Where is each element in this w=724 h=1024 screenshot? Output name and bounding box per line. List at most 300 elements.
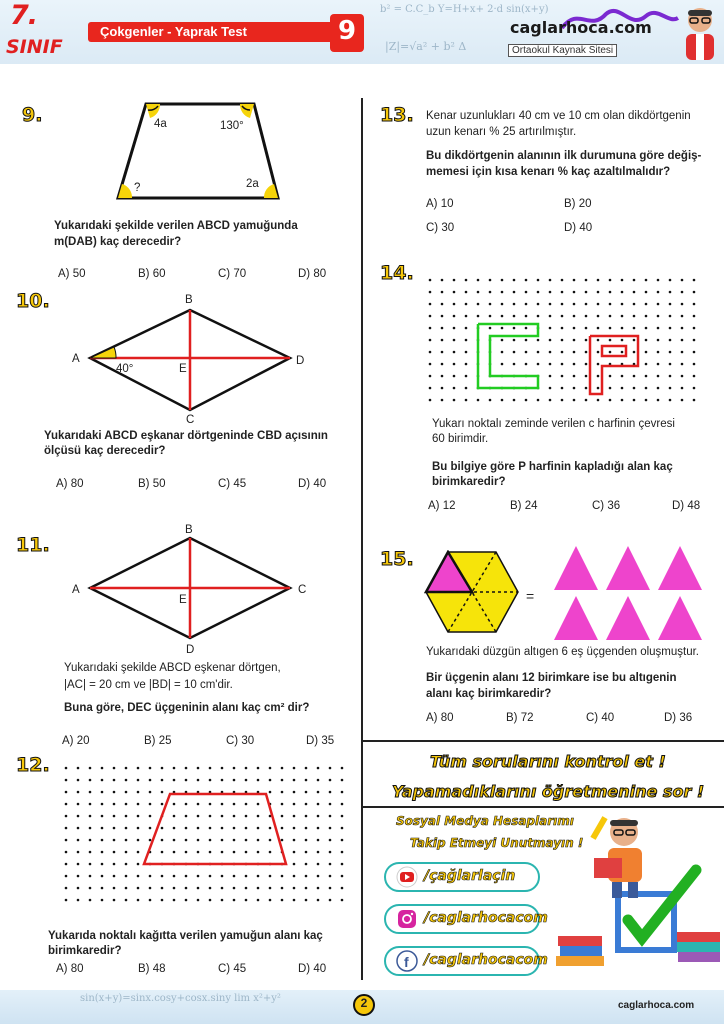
answer-option[interactable]: A) 20 [62, 735, 90, 747]
grid-dot [549, 387, 552, 390]
grid-dot [441, 375, 444, 378]
grid-dot [561, 351, 564, 354]
grid-dot [525, 363, 528, 366]
instagram-handle[interactable]: /caglarhocacom [424, 910, 548, 926]
facebook-handle[interactable]: /caglarhocacom [424, 952, 548, 968]
grid-dot [317, 815, 320, 818]
answer-option[interactable]: C) 45 [218, 963, 247, 975]
grid-dot [549, 291, 552, 294]
grid-dot [525, 315, 528, 318]
grid-dot [281, 875, 284, 878]
answer-option[interactable]: A) 80 [426, 712, 454, 724]
grid-dot [149, 827, 152, 830]
grid-dot [77, 803, 80, 806]
grid-dot [549, 363, 552, 366]
answer-option[interactable]: A) 80 [56, 963, 84, 975]
grid-dot [149, 767, 152, 770]
grid-dot [125, 815, 128, 818]
site-name: caglarhoca.com [510, 18, 652, 37]
grid-dot [341, 887, 344, 890]
youtube-icon [396, 866, 418, 888]
grid-dot [513, 315, 516, 318]
grid-dot [65, 815, 68, 818]
grid-dot [197, 827, 200, 830]
column-divider [361, 98, 363, 980]
answer-option[interactable]: D) 36 [664, 712, 693, 724]
grid-dot [429, 399, 432, 402]
grid-dot [453, 375, 456, 378]
question-number: 15. [380, 548, 414, 570]
grid-dot [101, 899, 104, 902]
grid-dot [645, 339, 648, 342]
grid-dot [597, 351, 600, 354]
vertex-label: E [179, 594, 187, 606]
grid-dot [209, 875, 212, 878]
grid-dot [681, 291, 684, 294]
grid-dot [65, 887, 68, 890]
grid-dot [621, 291, 624, 294]
grid-dot [137, 887, 140, 890]
answer-option[interactable]: A) 50 [58, 268, 86, 280]
grid-dot [269, 839, 272, 842]
grid-dot [197, 779, 200, 782]
grid-dot [197, 839, 200, 842]
grid-dot [161, 887, 164, 890]
grid-dot [65, 791, 68, 794]
grid-dot [125, 851, 128, 854]
grid-dot [429, 315, 432, 318]
grid-dot [113, 899, 116, 902]
grid-dot [609, 303, 612, 306]
banner-ask: Yapamadıklarını öğretmenine sor ! [392, 782, 705, 801]
grid-dot [585, 387, 588, 390]
grid-dot [465, 327, 468, 330]
grid-dot [89, 899, 92, 902]
grid-dot [221, 827, 224, 830]
answer-option[interactable]: D) 48 [672, 500, 701, 512]
question-text: m(DAB) kaç derecedir? [54, 236, 182, 248]
grid-dot [549, 375, 552, 378]
answer-option[interactable]: B) 48 [138, 963, 166, 975]
grid-dot [185, 803, 188, 806]
grid-dot [233, 887, 236, 890]
grid-dot [233, 839, 236, 842]
grid-dot [185, 815, 188, 818]
grid-dot [305, 779, 308, 782]
grid-dot [537, 363, 540, 366]
answer-option[interactable]: C) 70 [218, 268, 247, 280]
grid-dot [281, 767, 284, 770]
instagram-icon [396, 908, 418, 930]
grid-dot [633, 339, 636, 342]
grid-dot [329, 779, 332, 782]
grid-dot [573, 339, 576, 342]
grid-dot [77, 791, 80, 794]
grid-dot [269, 887, 272, 890]
grid-dot [681, 399, 684, 402]
grid-dot [597, 375, 600, 378]
grid-dot [609, 351, 612, 354]
vertex-label: C [298, 584, 307, 596]
grid-dot [429, 279, 432, 282]
grid-dot [77, 887, 80, 890]
grid-dot [317, 839, 320, 842]
grid-dot [681, 279, 684, 282]
grid-dot [453, 339, 456, 342]
answer-option[interactable]: D) 40 [298, 963, 327, 975]
grid-dot [77, 779, 80, 782]
grid-dot [501, 315, 504, 318]
grid-dot [585, 375, 588, 378]
answer-option[interactable]: D) 40 [298, 478, 327, 490]
answer-option[interactable]: B) 72 [506, 712, 534, 724]
grid-dot [597, 303, 600, 306]
grid-dot [101, 815, 104, 818]
grid-dot [221, 815, 224, 818]
grid-dot [585, 363, 588, 366]
grid-dot [185, 851, 188, 854]
grid-dot [233, 803, 236, 806]
grid-dot [221, 851, 224, 854]
vertex-label: E [179, 363, 187, 375]
social-title: Sosyal Medya Hesaplarımı [396, 814, 574, 828]
grid-dot [645, 291, 648, 294]
grid-dot [77, 863, 80, 866]
grid-dot [149, 815, 152, 818]
answer-option[interactable]: C) 40 [586, 712, 615, 724]
grid-dot [597, 279, 600, 282]
grid-dot [669, 279, 672, 282]
grid-dot [341, 839, 344, 842]
grid-dot [657, 399, 660, 402]
grid-dot [293, 887, 296, 890]
answer-option[interactable]: B) 60 [138, 268, 166, 280]
grid-dot [453, 327, 456, 330]
answer-option[interactable]: C) 30 [226, 735, 255, 747]
grid-dot [245, 827, 248, 830]
grid-dot [125, 803, 128, 806]
grid-dot [173, 803, 176, 806]
grid-dot [621, 375, 624, 378]
grid-dot [89, 839, 92, 842]
grid-dot [657, 363, 660, 366]
youtube-handle[interactable]: /çağlarlaçin [424, 868, 516, 884]
header-formula-decoration-2: |Z|=√a² + b² Δ [385, 40, 467, 53]
grid-dot [573, 387, 576, 390]
answer-option[interactable]: A) 80 [56, 478, 84, 490]
grid-dot [281, 899, 284, 902]
grid-dot [441, 339, 444, 342]
grid-dot [317, 875, 320, 878]
grid-dot [185, 827, 188, 830]
grid-dot [633, 399, 636, 402]
grid-dot [113, 875, 116, 878]
answer-option[interactable]: B) 24 [510, 500, 538, 512]
grid-dot [329, 827, 332, 830]
grid-dot [197, 767, 200, 770]
grid-dot [245, 839, 248, 842]
grid-dot [293, 779, 296, 782]
grid-dot [597, 399, 600, 402]
grid-dot [513, 339, 516, 342]
grid-dot [173, 899, 176, 902]
grid-dot [645, 351, 648, 354]
grid-dot [101, 803, 104, 806]
footer-formula-decoration: sin(x+y)=sinx.cosy+cosx.siny lim x²+y² [80, 993, 281, 1004]
grid-dot [245, 767, 248, 770]
grid-dot [441, 303, 444, 306]
grid-dot [597, 315, 600, 318]
answer-option[interactable]: D) 80 [298, 268, 327, 280]
grid-dot [257, 851, 260, 854]
grid-dot [429, 375, 432, 378]
grid-dot [681, 327, 684, 330]
grid-dot [101, 779, 104, 782]
grid-dot [293, 815, 296, 818]
grid-dot [585, 303, 588, 306]
grid-dot [161, 767, 164, 770]
grid-dot [209, 827, 212, 830]
grid-dot [525, 339, 528, 342]
answer-option[interactable]: B) 50 [138, 478, 166, 490]
grid-dot [77, 839, 80, 842]
grid-dot [501, 327, 504, 330]
grid-dot [317, 779, 320, 782]
grid-dot [525, 399, 528, 402]
grid-dot [429, 387, 432, 390]
grid-dot [125, 887, 128, 890]
grid-dot [585, 315, 588, 318]
grid-dot [465, 315, 468, 318]
grid-dot [441, 399, 444, 402]
grid-dot [453, 279, 456, 282]
grid-dot [597, 291, 600, 294]
grid-dot [549, 315, 552, 318]
grid-dot [537, 351, 540, 354]
grid-dot [489, 315, 492, 318]
grid-dot [669, 303, 672, 306]
grid-dot [233, 767, 236, 770]
answer-option[interactable]: D) 35 [306, 735, 335, 747]
grid-dot [441, 387, 444, 390]
grid-dot [161, 827, 164, 830]
grid-dot [525, 327, 528, 330]
grid-dot [501, 363, 504, 366]
grid-dot [281, 791, 284, 794]
question-text: Bu bilgiye göre P harfinin kapladığı alan kaç [432, 461, 673, 473]
grid-dot [429, 327, 432, 330]
answer-option[interactable]: C) 36 [592, 500, 621, 512]
grid-dot [633, 327, 636, 330]
grid-dot [681, 375, 684, 378]
grid-dot [441, 291, 444, 294]
vertex-label: B [185, 294, 193, 306]
grid-dot [549, 339, 552, 342]
grid-dot [101, 767, 104, 770]
grid-dot [609, 291, 612, 294]
grid-dot [441, 279, 444, 282]
grid-dot [101, 851, 104, 854]
grid-dot [453, 315, 456, 318]
question-number: 14. [380, 262, 414, 284]
grid-dot [657, 303, 660, 306]
grid-dot [233, 827, 236, 830]
rhombus-figure [86, 534, 296, 644]
grid-dot [645, 387, 648, 390]
question-text: birimkaredir? [48, 945, 122, 957]
grid-dot [489, 303, 492, 306]
grid-dot [453, 303, 456, 306]
grid-dot [113, 887, 116, 890]
grid-dot [197, 803, 200, 806]
grid-dot [561, 399, 564, 402]
grid-dot [549, 351, 552, 354]
grid-dot [113, 779, 116, 782]
grid-dot [89, 887, 92, 890]
grid-dot [525, 291, 528, 294]
grid-dot [209, 803, 212, 806]
grid-dot [125, 863, 128, 866]
grid-dot [561, 279, 564, 282]
grid-dot [341, 899, 344, 902]
page-number: 2 [360, 996, 368, 1010]
answer-option[interactable]: D) 40 [564, 222, 593, 234]
grid-dot [317, 791, 320, 794]
equals-sign: = [526, 588, 535, 604]
grid-dot [293, 767, 296, 770]
grid-dot [585, 351, 588, 354]
grid-dot [477, 279, 480, 282]
grid-dot [305, 887, 308, 890]
grid-dot [609, 387, 612, 390]
grid-dot [537, 399, 540, 402]
question-text: 60 birimdir. [432, 433, 489, 445]
grid-dot [245, 779, 248, 782]
grid-dot [125, 899, 128, 902]
question-text: Kenar uzunlukları 40 cm ve 10 cm olan dikdörtgenin [426, 110, 691, 122]
grid-dot [149, 803, 152, 806]
grid-dot [65, 899, 68, 902]
grid-dot [65, 827, 68, 830]
grid-dot [101, 791, 104, 794]
grid-dot [281, 779, 284, 782]
grid-dot [537, 339, 540, 342]
grid-dot [549, 303, 552, 306]
grid-dot [561, 291, 564, 294]
grid-dot [77, 899, 80, 902]
grid-dot [501, 303, 504, 306]
grid-dot [137, 851, 140, 854]
question-text: ölçüsü kaç derecedir? [44, 445, 166, 457]
grid-dot [573, 315, 576, 318]
grid-dot [329, 791, 332, 794]
grid-dot [573, 375, 576, 378]
grid-dot [281, 803, 284, 806]
grid-dot [669, 387, 672, 390]
grid-dot [621, 279, 624, 282]
grid-dot [305, 791, 308, 794]
grid-dot [173, 875, 176, 878]
grid-dot [125, 827, 128, 830]
grid-dot [221, 887, 224, 890]
grid-dot [573, 351, 576, 354]
grid-dot [561, 363, 564, 366]
grid-dot [89, 779, 92, 782]
grid-dot [65, 803, 68, 806]
grid-dot [329, 851, 332, 854]
grid-dot [89, 803, 92, 806]
grid-dot [441, 351, 444, 354]
grid-dot [209, 839, 212, 842]
grid-dot [185, 899, 188, 902]
answer-option[interactable]: C) 45 [218, 478, 247, 490]
answer-option[interactable]: B) 20 [564, 198, 592, 210]
grid-dot [465, 339, 468, 342]
grid-dot [317, 803, 320, 806]
footer-site[interactable]: caglarhoca.com [618, 1000, 695, 1011]
answer-option[interactable]: A) 12 [428, 500, 456, 512]
grid-dot [693, 387, 696, 390]
grid-dot [573, 327, 576, 330]
grid-dot [329, 839, 332, 842]
grid-dot [173, 827, 176, 830]
grid-dot [89, 875, 92, 878]
grid-dot [681, 363, 684, 366]
grid-dot [341, 791, 344, 794]
grid-dot [645, 303, 648, 306]
question-text: Yukarı noktalı zeminde verilen c harfinin çevresi [432, 418, 675, 430]
grid-dot [137, 839, 140, 842]
grid-dot [573, 363, 576, 366]
grid-dot [137, 815, 140, 818]
grid-dot [65, 779, 68, 782]
grid-dot [149, 887, 152, 890]
answer-option[interactable]: B) 25 [144, 735, 172, 747]
grid-dot [305, 863, 308, 866]
grid-dot [501, 291, 504, 294]
grid-dot [89, 791, 92, 794]
grid-dot [269, 851, 272, 854]
answer-option[interactable]: A) 10 [426, 198, 454, 210]
question-text: |AC| = 20 cm ve |BD| = 10 cm'dir. [64, 679, 233, 691]
grid-dot [233, 779, 236, 782]
worksheet-title: Çokgenler - Yaprak Test [100, 24, 247, 39]
grid-dot [269, 899, 272, 902]
grid-dot [209, 815, 212, 818]
grid-dot [173, 815, 176, 818]
answer-option[interactable]: C) 30 [426, 222, 455, 234]
grid-dot [621, 339, 624, 342]
vertex-label: D [186, 644, 195, 656]
grid-dot [489, 291, 492, 294]
grid-dot [221, 899, 224, 902]
grid-dot [197, 887, 200, 890]
grid-dot [305, 875, 308, 878]
grid-dot [693, 327, 696, 330]
grid-dot [573, 303, 576, 306]
grade-label: SINIF [6, 36, 63, 58]
question-text: birimkaredir? [432, 476, 506, 488]
grid-dot [693, 351, 696, 354]
grid-dot [293, 803, 296, 806]
question-text: Yukarıdaki şekilde verilen ABCD yamuğunda [54, 220, 298, 232]
grid-dot [525, 351, 528, 354]
grid-dot [681, 339, 684, 342]
angle-label: 130° [220, 120, 244, 132]
grid-dot [465, 351, 468, 354]
grid-dot [305, 851, 308, 854]
vertex-label: D [296, 355, 305, 367]
